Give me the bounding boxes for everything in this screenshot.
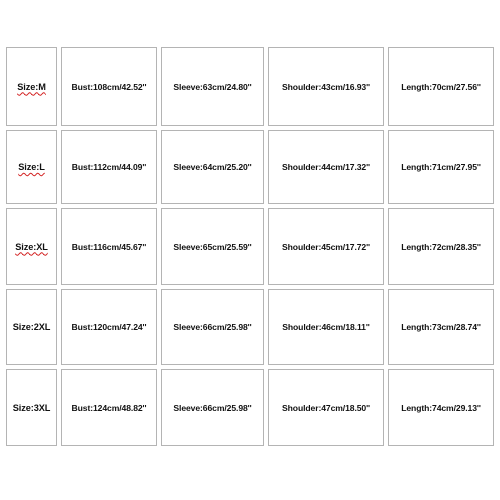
size-label: Size:L [18,162,45,172]
shoulder-cell [268,208,384,285]
sleeve-value: Sleeve:63cm/24.80'' [173,81,252,92]
length-value: Length:71cm/27.95'' [401,162,481,172]
sleeve-cell [161,289,264,365]
bust-cell [61,289,157,365]
size-cell [6,369,57,446]
shoulder-cell [268,130,384,204]
size-cell [6,289,57,365]
length-value: Length:73cm/28.74'' [401,322,481,332]
bust-cell [61,47,157,126]
size-cell [6,130,57,204]
shoulder-value: Shoulder:44cm/17.32'' [282,162,370,172]
length-cell [388,47,494,126]
size-cell [6,47,57,126]
size-label: Size:XL [15,241,48,252]
shoulder-cell [268,289,384,365]
bust-value: Bust:120cm/47.24'' [71,322,147,332]
sleeve-value: Sleeve:65cm/25.59'' [173,241,252,252]
size-label: Size:M [17,81,46,92]
sleeve-value: Sleeve:66cm/25.98'' [173,322,252,332]
shoulder-value: Shoulder:47cm/18.50'' [282,402,370,413]
shoulder-cell [268,47,384,126]
length-cell [388,208,494,285]
sleeve-value: Sleeve:66cm/25.98'' [173,402,252,413]
sleeve-cell [161,369,264,446]
bust-value: Bust:108cm/42.52'' [71,81,147,92]
bust-cell [61,208,157,285]
size-cell [6,208,57,285]
size-label: Size:2XL [12,322,51,332]
shoulder-value: Shoulder:43cm/16.93'' [282,81,370,92]
length-value: Length:72cm/28.35'' [401,241,481,252]
length-value: Length:74cm/29.13'' [401,402,481,413]
size-label: Size:3XL [12,402,51,413]
sleeve-value: Sleeve:64cm/25.20'' [173,162,252,172]
shoulder-cell [268,369,384,446]
length-cell [388,289,494,365]
shoulder-value: Shoulder:46cm/18.11'' [282,322,370,332]
bust-value: Bust:116cm/45.67'' [71,241,147,252]
length-cell [388,130,494,204]
bust-value: Bust:124cm/48.82'' [71,402,147,413]
sleeve-cell [161,47,264,126]
length-cell [388,369,494,446]
shoulder-value: Shoulder:45cm/17.72'' [282,241,370,252]
length-value: Length:70cm/27.56'' [401,81,481,92]
bust-cell [61,130,157,204]
sleeve-cell [161,130,264,204]
sleeve-cell [161,208,264,285]
bust-value: Bust:112cm/44.09'' [71,162,147,172]
bust-cell [61,369,157,446]
